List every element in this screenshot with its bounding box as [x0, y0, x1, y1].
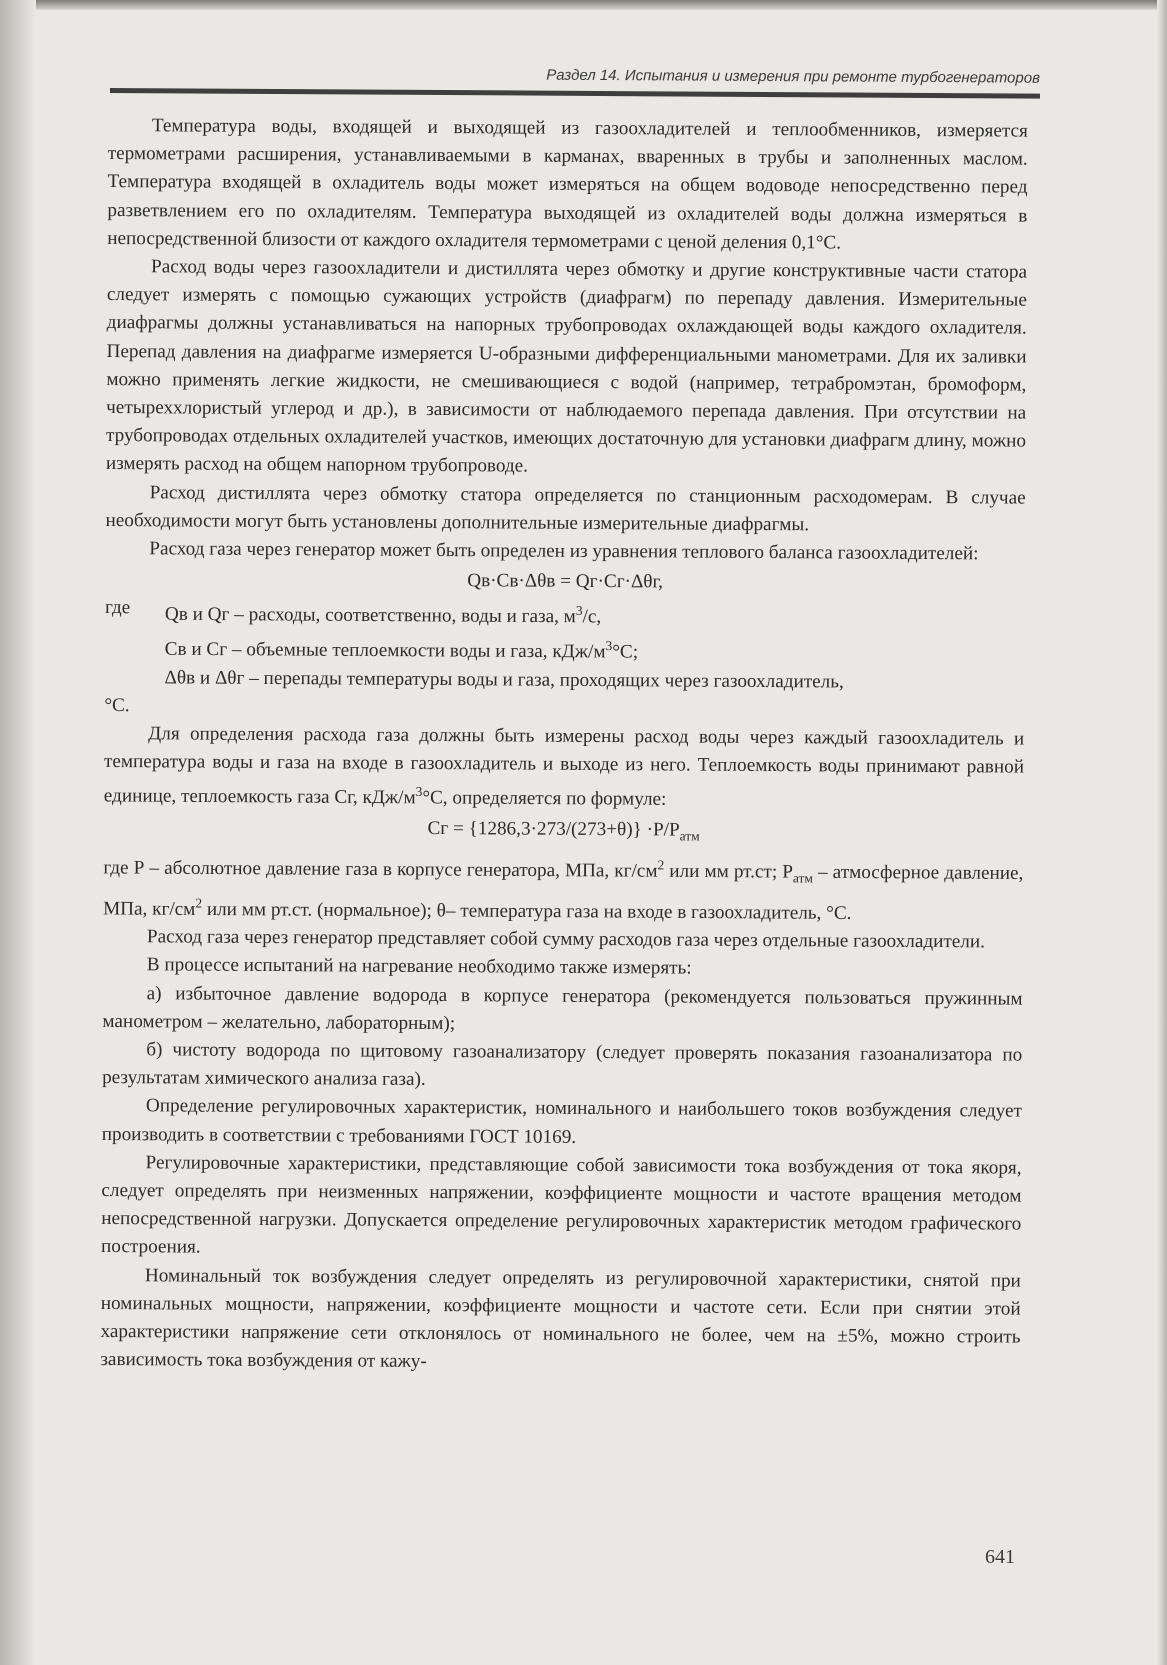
- paragraph: Расход воды через газоохладители и дистиллята через обмотку и другие конструктивные части статора следует измерять с помощью сужающих устройств (диафрагм) по перепаду давления. Измерительные диафрагмы должны устанавливаться на напорных трубопроводах охлаждающей воды каждого охладителя. Перепад давления на диафрагме измеряется U-образными дифференциальными манометрами. Для их заливки можно применять легкие жидкости, не смешивающиеся с водой (например, тетрабромэтан, бромоформ, четыреххлористый углерод и др.), в зависимости от наблюдаемого перепада давления. При отсутствии на трубопроводах отдельных охладителей участков, имеющих достаточную для установки диафрагм длину, можно измерять расход на общем напорном трубопроводе.: [105, 256, 1028, 478]
- list-item: б) чистоту водорода по щитовому газоанализатору (следует проверять показания газоанализатора по результатам химического анализа газа).: [102, 1039, 1023, 1091]
- paragraph: Номинальный ток возбуждения следует определять из регулировочной характеристики, снятой при номинальных мощности, напряжении, коэффициенте мощности и частоте сети. Если при снятии этой характеристики напряжение сети отклонялось от номинального не более, чем на ±5%, можно строить зависимость тока возбуждения от кажу-: [100, 1264, 1021, 1373]
- paragraph: Определение регулировочных характеристик, номинального и наибольшего токов возбуждения следует производить в соответствии с требованиями ГОСТ 10169.: [101, 1095, 1022, 1148]
- body-text: [100, 112, 1028, 1380]
- legend-continuation: °С.: [104, 694, 130, 716]
- legend-line: Δθв и Δθг – перепады температуры воды и газа, проходящих через газоохладитель,: [164, 666, 844, 693]
- paragraph: В процессе испытаний на нагревание необходимо также измерять:: [146, 954, 692, 979]
- page-number: 641: [985, 1546, 1015, 1568]
- paragraph: Регулировочные характеристики, представляющие собой зависимости тока возбуждения от тока якоря, следует определять при неизменных напряжении, коэффициенте мощности и частоте вращения методом непосредственной нагрузки. Допускается определение регулировочных характеристик методом графического построения.: [101, 1151, 1022, 1258]
- legend-line: Св и Сг – объемные теплоемкости воды и газа, кДж/$м^3^\circ С$;: [164, 638, 639, 663]
- header-rule: [110, 88, 1040, 99]
- running-header: Раздел 14. Испытания и измерения при ремонте турбогенераторов: [546, 66, 1040, 87]
- where-word: где: [104, 597, 131, 619]
- paragraph: Расход газа через генератор может быть определен из уравнения теплового баланса газоохладителей:: [149, 538, 979, 565]
- paragraph: Температура воды, входящей и выходящей из газоохладителей и теплообменников, измеряется термометрами расширения, устанавливаемыми в карманах, вваренных в трубы и заполненных маслом. Температура входящей в охладитель воды может измеряться на общем водоводе непосредственно перед разветвлением его по охладителям. Температура выходящей из охладителей воды должна измеряться в непосредственной близости от каждого охладителя термометрами с ценой деления 0,1°С.: [107, 115, 1028, 254]
- gas-heat-capacity-formula: Сг = $\{1286,3\cdot 273/(273+\theta)\} \cdot Р/Р_{атм}$: [427, 818, 700, 844]
- paragraph: Для определения расхода газа должны быть измерены расход воды через каждый газоохладитель и температура воды и газа на входе в газоохладитель и выходе из него. Теплоемкость воды принимают равной единице, теплоемкость газа Сг, кДж/$м^3^\circ С$, определяется по формуле:: [103, 723, 1025, 811]
- legend-line: Qв и Qг – расходы, соответственно, воды и газа, $м^3/с$,: [164, 603, 602, 628]
- list-item: а) избыточное давление водорода в корпусе генератора (рекомендуется пользоваться пружинным манометром – желательно, лабораторным);: [102, 982, 1023, 1034]
- scan-left-edge-shadow: [0, 0, 36, 1665]
- formula-legend: [104, 594, 1025, 697]
- scan-right-edge-shadow: [1157, 0, 1167, 1665]
- scan-top-edge: [0, 0, 1167, 10]
- paragraph: где Р – абсолютное давление газа в корпусе генератора, МПа, $кг/см^2$ или мм рт.ст; $Р_{атм}$ – атмосферное давление, МПа, $кг/см^2$ или мм рт.ст. (нормальное); θ– температура газа на входе в газоохладитель, °С.: [103, 857, 1024, 924]
- heat-balance-formula: Qв·Cв·Δθв = Qг·Cг·Δθг,: [467, 570, 664, 593]
- paragraph: Расход дистиллята через обмотку статора определяется по станционным расходомерам. В случае необходимости могут быть установлены дополнительные измерительные диафрагмы.: [105, 481, 1026, 536]
- paragraph: Расход газа через генератор представляет собой сумму расходов газа через отдельные газоохладители.: [146, 926, 986, 953]
